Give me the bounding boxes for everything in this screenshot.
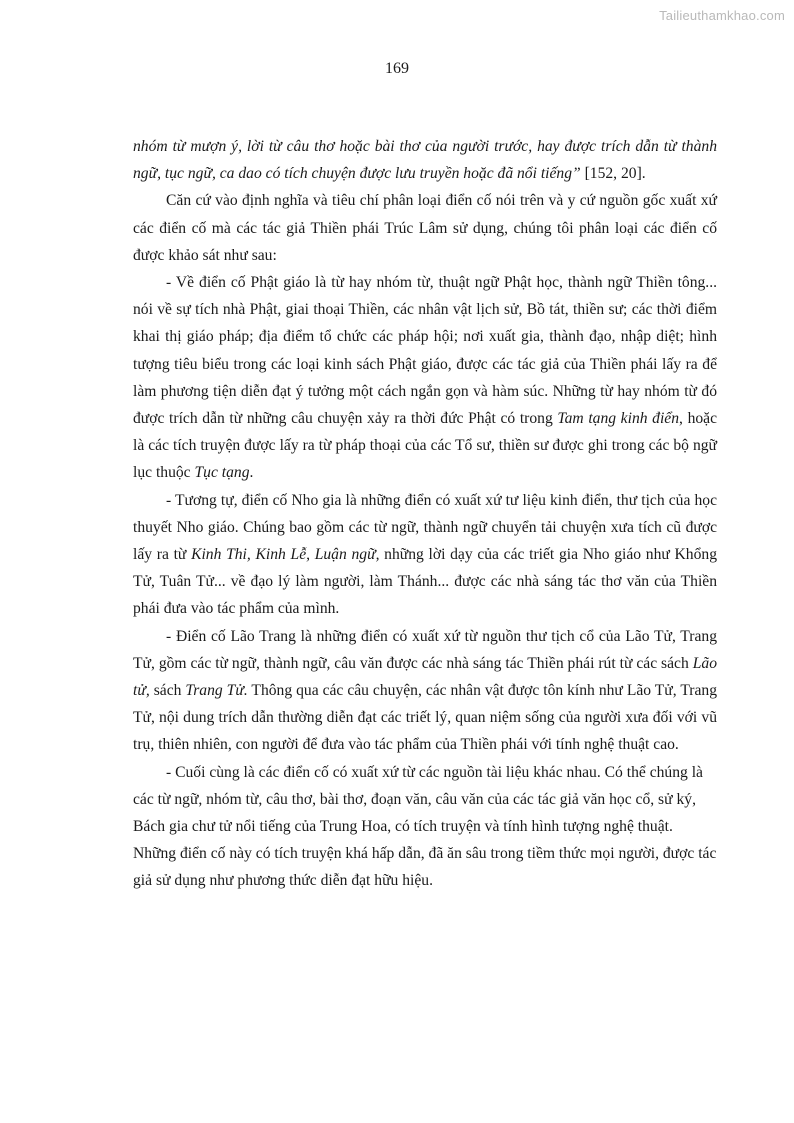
paragraph-laozhuang-allusions xyxy=(133,623,717,759)
book-title: Trang Tử. xyxy=(185,682,248,700)
paragraph-text: - Điển cố Lão Trang là những điển có xuất xứ từ nguồn thư tịch cổ của Lão Tử, Trang Tử, gồm các từ ngữ, thành ngữ, câu văn được các nhà sáng tác Thiền phái rút từ các sách xyxy=(133,627,717,672)
paragraph-intro-quote xyxy=(133,133,717,187)
paragraph-text: - Cuối cùng là các điển cố có xuất xứ từ các nguồn tài liệu khác nhau. Có thể chúng là các từ ngữ, nhóm từ, câu thơ, bài thơ, đoạn văn, câu văn của các tác giả văn học cổ, sử ký, Bách gia chư tử nổi tiếng của Trung Hoa, có tích truyện và tính hình tượng nghệ thuật. Những điển cố này có tích truyện khá hấp dẫn, đã ăn sâu trong tiềm thức mọi người, được tác giả sử dụng như phương thức diễn đạt hữu hiệu. xyxy=(133,763,717,890)
paragraph-text: sách xyxy=(149,682,186,700)
book-title: Tục tạng xyxy=(194,464,250,482)
paragraph-text: Căn cứ vào định nghĩa và tiêu chí phân loại điển cố nói trên và y cứ nguồn gốc xuất xứ các điển cố mà các tác giả Thiền phái Trúc Lâm sử dụng, chúng tôi phân loại các điển cố được khảo sát như sau: xyxy=(133,192,717,264)
paragraph-text: - Về điển cố Phật giáo là từ hay nhóm từ, thuật ngữ Phật học, thành ngữ Thiền tông... nói về sự tích nhà Phật, giai thoại Thiền, các nhân vật lịch sử, Bồ tát, thiền sư; các thời điểm khai thị giáo pháp; địa điểm tổ chức các pháp hội; nơi xuất gia, thành đạo, nhập diệt; hình tượng tiêu biểu trong các loại kinh sách Phật giáo, được các tác giả của Thiền phái lấy ra để làm phương tiện diễn đạt ý tưởng một cách ngắn gọn và hàm súc. Những từ hay nhóm từ đó được trích dẫn từ những câu chuyện xảy ra thời đức Phật có trong xyxy=(133,274,717,428)
book-title: Kinh Thi, Kinh Lễ, Luận ngữ, xyxy=(191,546,380,564)
paragraph-confucian-allusions xyxy=(133,487,717,623)
citation: [152, 20]. xyxy=(580,165,646,183)
book-title: Tam tạng kinh điển xyxy=(557,410,680,428)
paragraph-text: Thông qua các câu chuyện, các nhân vật được tôn kính như Lão Tử, Trang Tử, nội dung trích dẫn thường diễn đạt các triết lý, quan niệm sống của người xưa đối với vũ trụ, thiên nhiên, con người để đưa vào tác phẩm của Thiền phái với tính nghệ thuật cao. xyxy=(133,682,718,754)
site-watermark: Tailieuthamkhao.com xyxy=(659,8,785,23)
body-text xyxy=(133,133,717,895)
paragraph-text: những lời dạy của các triết gia Nho giáo như Khổng Tử, Tuân Tử... về đạo lý làm người, làm Thánh... được các nhà sáng tác thơ văn của Thiền phái đưa vào tác phẩm của mình. xyxy=(133,546,717,618)
quote-text: nhóm từ mượn ý, lời từ câu thơ hoặc bài thơ của người trước, hay được trích dẫn từ thành ngữ, tục ngữ, ca dao có tích chuyện được lưu truyền hoặc đã nổi tiếng” xyxy=(133,138,717,183)
paragraph-text: . xyxy=(249,464,254,482)
paragraph-other-allusions xyxy=(133,759,717,895)
paragraph-text: , hoặc là các tích truyện được lấy ra từ pháp thoại của các Tổ sư, thiền sư được ghi trong các bộ ngữ lục thuộc xyxy=(133,410,718,482)
book-title: Lão tử, xyxy=(133,654,717,700)
page-number: 169 xyxy=(385,60,409,77)
paragraph-text: - Tương tự, điển cố Nho gia là những điển có xuất xứ tư liệu kinh điển, thư tịch của học thuyết Nho giáo. Chúng bao gồm các từ ngữ, thành ngữ chuyển tải chuyện xưa tích cũ được lấy ra từ xyxy=(133,491,717,564)
paragraph-classification-basis xyxy=(133,187,717,269)
paragraph-buddhist-allusions xyxy=(133,269,717,487)
